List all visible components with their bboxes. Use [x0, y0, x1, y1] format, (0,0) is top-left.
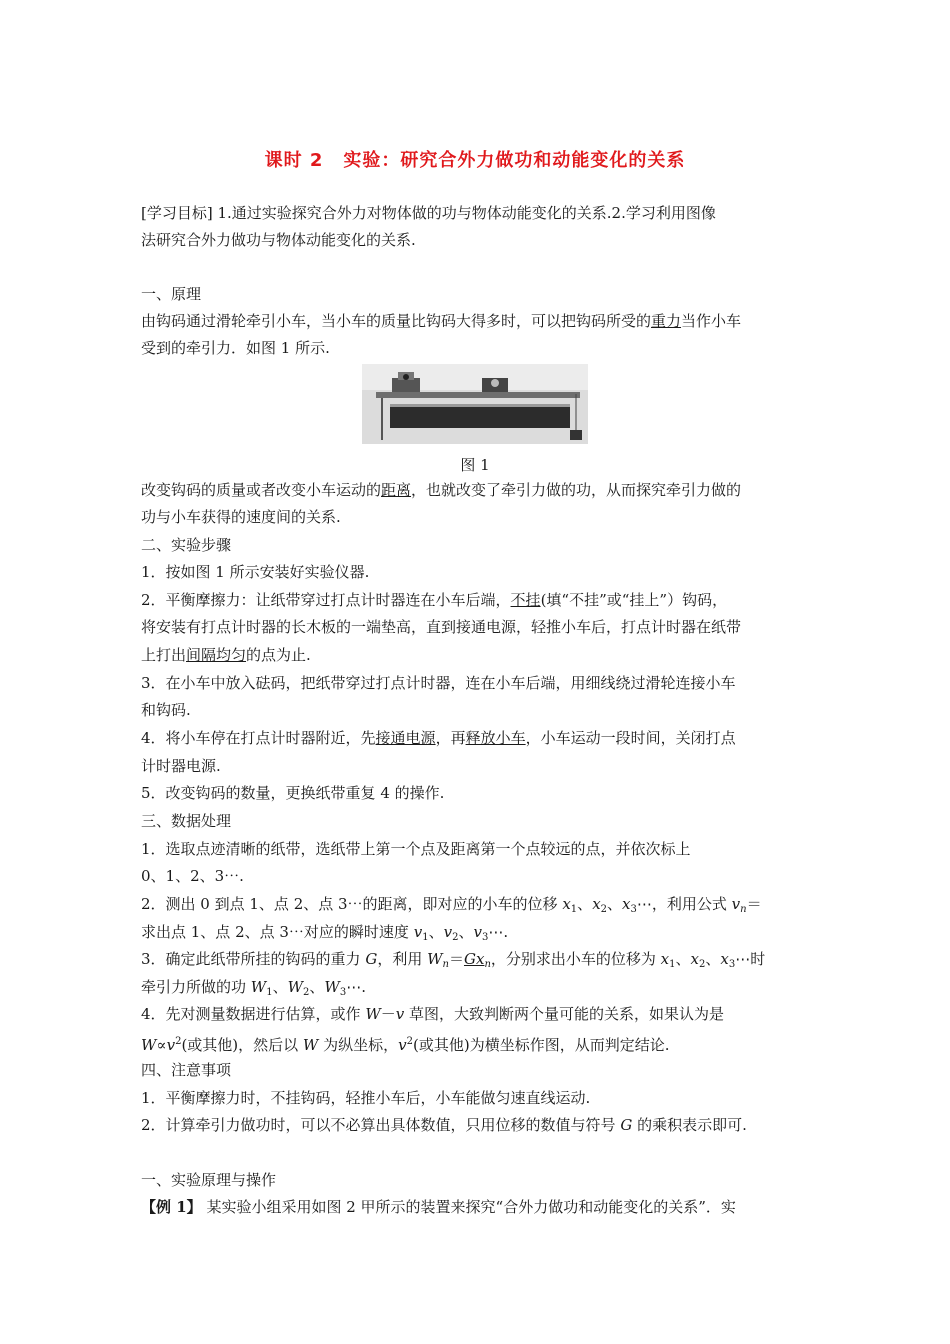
data-4: 4．先对测量数据进行估算，或作 W－v 草图，大致判断两个量可能的关系，如果认为是 — [141, 1005, 725, 1023]
objectives-line-1: [学习目标] 1.通过实验探究合外力对物体做的功与物体动能变化的关系.2.学习利用图像 — [141, 204, 716, 222]
step-2: 2．平衡摩擦力：让纸带穿过打点计时器连在小车后端，不挂(填“不挂”或“挂上”）钩码， — [141, 591, 728, 609]
data-3-cont: 牵引力所做的功 $W_1$、$W_2$、$W_3\cdots$. — [141, 978, 366, 998]
page-title — [0, 146, 950, 172]
step-3: 3．在小车中放入砝码，把纸带穿过打点计时器，连在小车后端，用细线绕过滑轮连接小车 — [141, 674, 736, 692]
lab-apparatus-figure — [362, 364, 588, 444]
note-2: 2．计算牵引力做功时，可以不必算出具体数值，只用位移的数值与符号 G 的乘积表示即可. — [141, 1116, 747, 1134]
step-4: 4．将小车停在打点计时器附近，先接通电源，再释放小车，小车运动一段时间，关闭打点 — [141, 729, 736, 747]
step-4-cont: 计时器电源. — [141, 757, 221, 775]
step-2-cont: 将安装有打点计时器的长木板的一端垫高，直到接通电源，轻推小车后，打点计时器在纸带 — [141, 618, 742, 636]
lab-apparatus-photo-icon — [362, 364, 588, 444]
section-heading-notes: 四、注意事项 — [141, 1061, 232, 1079]
section-heading-principle: 一、原理 — [141, 285, 202, 303]
step-1: 1．按如图 1 所示安装好实验仪器. — [141, 563, 370, 581]
section-heading-data: 三、数据处理 — [141, 812, 232, 830]
lesson-number: 课时 2 — [264, 150, 324, 171]
blank-answer: 不挂 — [510, 591, 541, 609]
blank-answer: 重力 — [651, 312, 682, 330]
data-4-cont: $W\propto v^2$(或其他)，然后以 W 为纵坐标，$v^2$(或其他)为横坐标作图，从而判定结论. — [141, 1036, 670, 1054]
step-2-cont-2: 上打出间隔均匀的点为止. — [141, 646, 311, 664]
note-1: 1．平衡摩擦力时，不挂钩码，轻推小车后，小车能做匀速直线运动. — [141, 1089, 591, 1107]
data-2-cont: 求出点 1、点 2、点 3⋯对应的瞬时速度 $v_1$、$v_2$、$v_3\cdots$. — [141, 923, 509, 943]
step-5: 5．改变钩码的数量，更换纸带重复 4 的操作. — [141, 784, 445, 802]
principle-para-1: 由钩码通过滑轮牵引小车，当小车的质量比钩码大得多时，可以把钩码所受的重力当作小车 — [141, 312, 742, 330]
lesson-title: 实验：研究合外力做功和动能变化的关系 — [343, 150, 686, 171]
data-1-cont: 0、1、2、3⋯. — [141, 867, 244, 885]
section-heading-practice: 一、实验原理与操作 — [141, 1171, 277, 1189]
data-3: 3．确定此纸带所挂的钩码的重力 G，利用 $W_n=Gx_n$，分别求出小车的位移为 $x_1$、$x_2$、$x_3\cdots$时 — [141, 950, 766, 970]
blank-answer: $Gx_n$ — [463, 950, 491, 970]
data-1: 1．选取点迹清晰的纸带，选纸带上第一个点及距离第一个点较远的点，并依次标上 — [141, 840, 691, 858]
blank-answer: 距离 — [381, 481, 412, 499]
section-heading-steps: 二、实验步骤 — [141, 536, 232, 554]
blank-answer: 释放小车 — [465, 729, 526, 747]
figure-caption: 图 1 — [460, 456, 490, 474]
example-tag: 【例 1】 — [141, 1198, 202, 1216]
principle-para-1-cont: 受到的牵引力．如图 1 所示. — [141, 339, 330, 357]
blank-answer: 间隔均匀 — [186, 646, 247, 664]
objectives-line-2: 法研究合外力做功与物体动能变化的关系. — [141, 231, 416, 249]
principle-para-2: 改变钩码的质量或者改变小车运动的距离，也就改变了牵引力做的功，从而探究牵引力做的 — [141, 481, 742, 499]
data-2: 2．测出 0 到点 1、点 2、点 3⋯的距离，即对应的小车的位移 $x_1$、$x_2$、$x_3\cdots$，利用公式 $v_n=$ — [141, 895, 762, 915]
step-3-cont: 和钩码. — [141, 701, 191, 719]
blank-answer: 接通电源 — [375, 729, 436, 747]
principle-para-2-cont: 功与小车获得的速度间的关系. — [141, 508, 341, 526]
example-1: 【例 1】 某实验小组采用如图 2 甲所示的装置来探究“合外力做功和动能变化的关系”．实 — [141, 1198, 736, 1216]
